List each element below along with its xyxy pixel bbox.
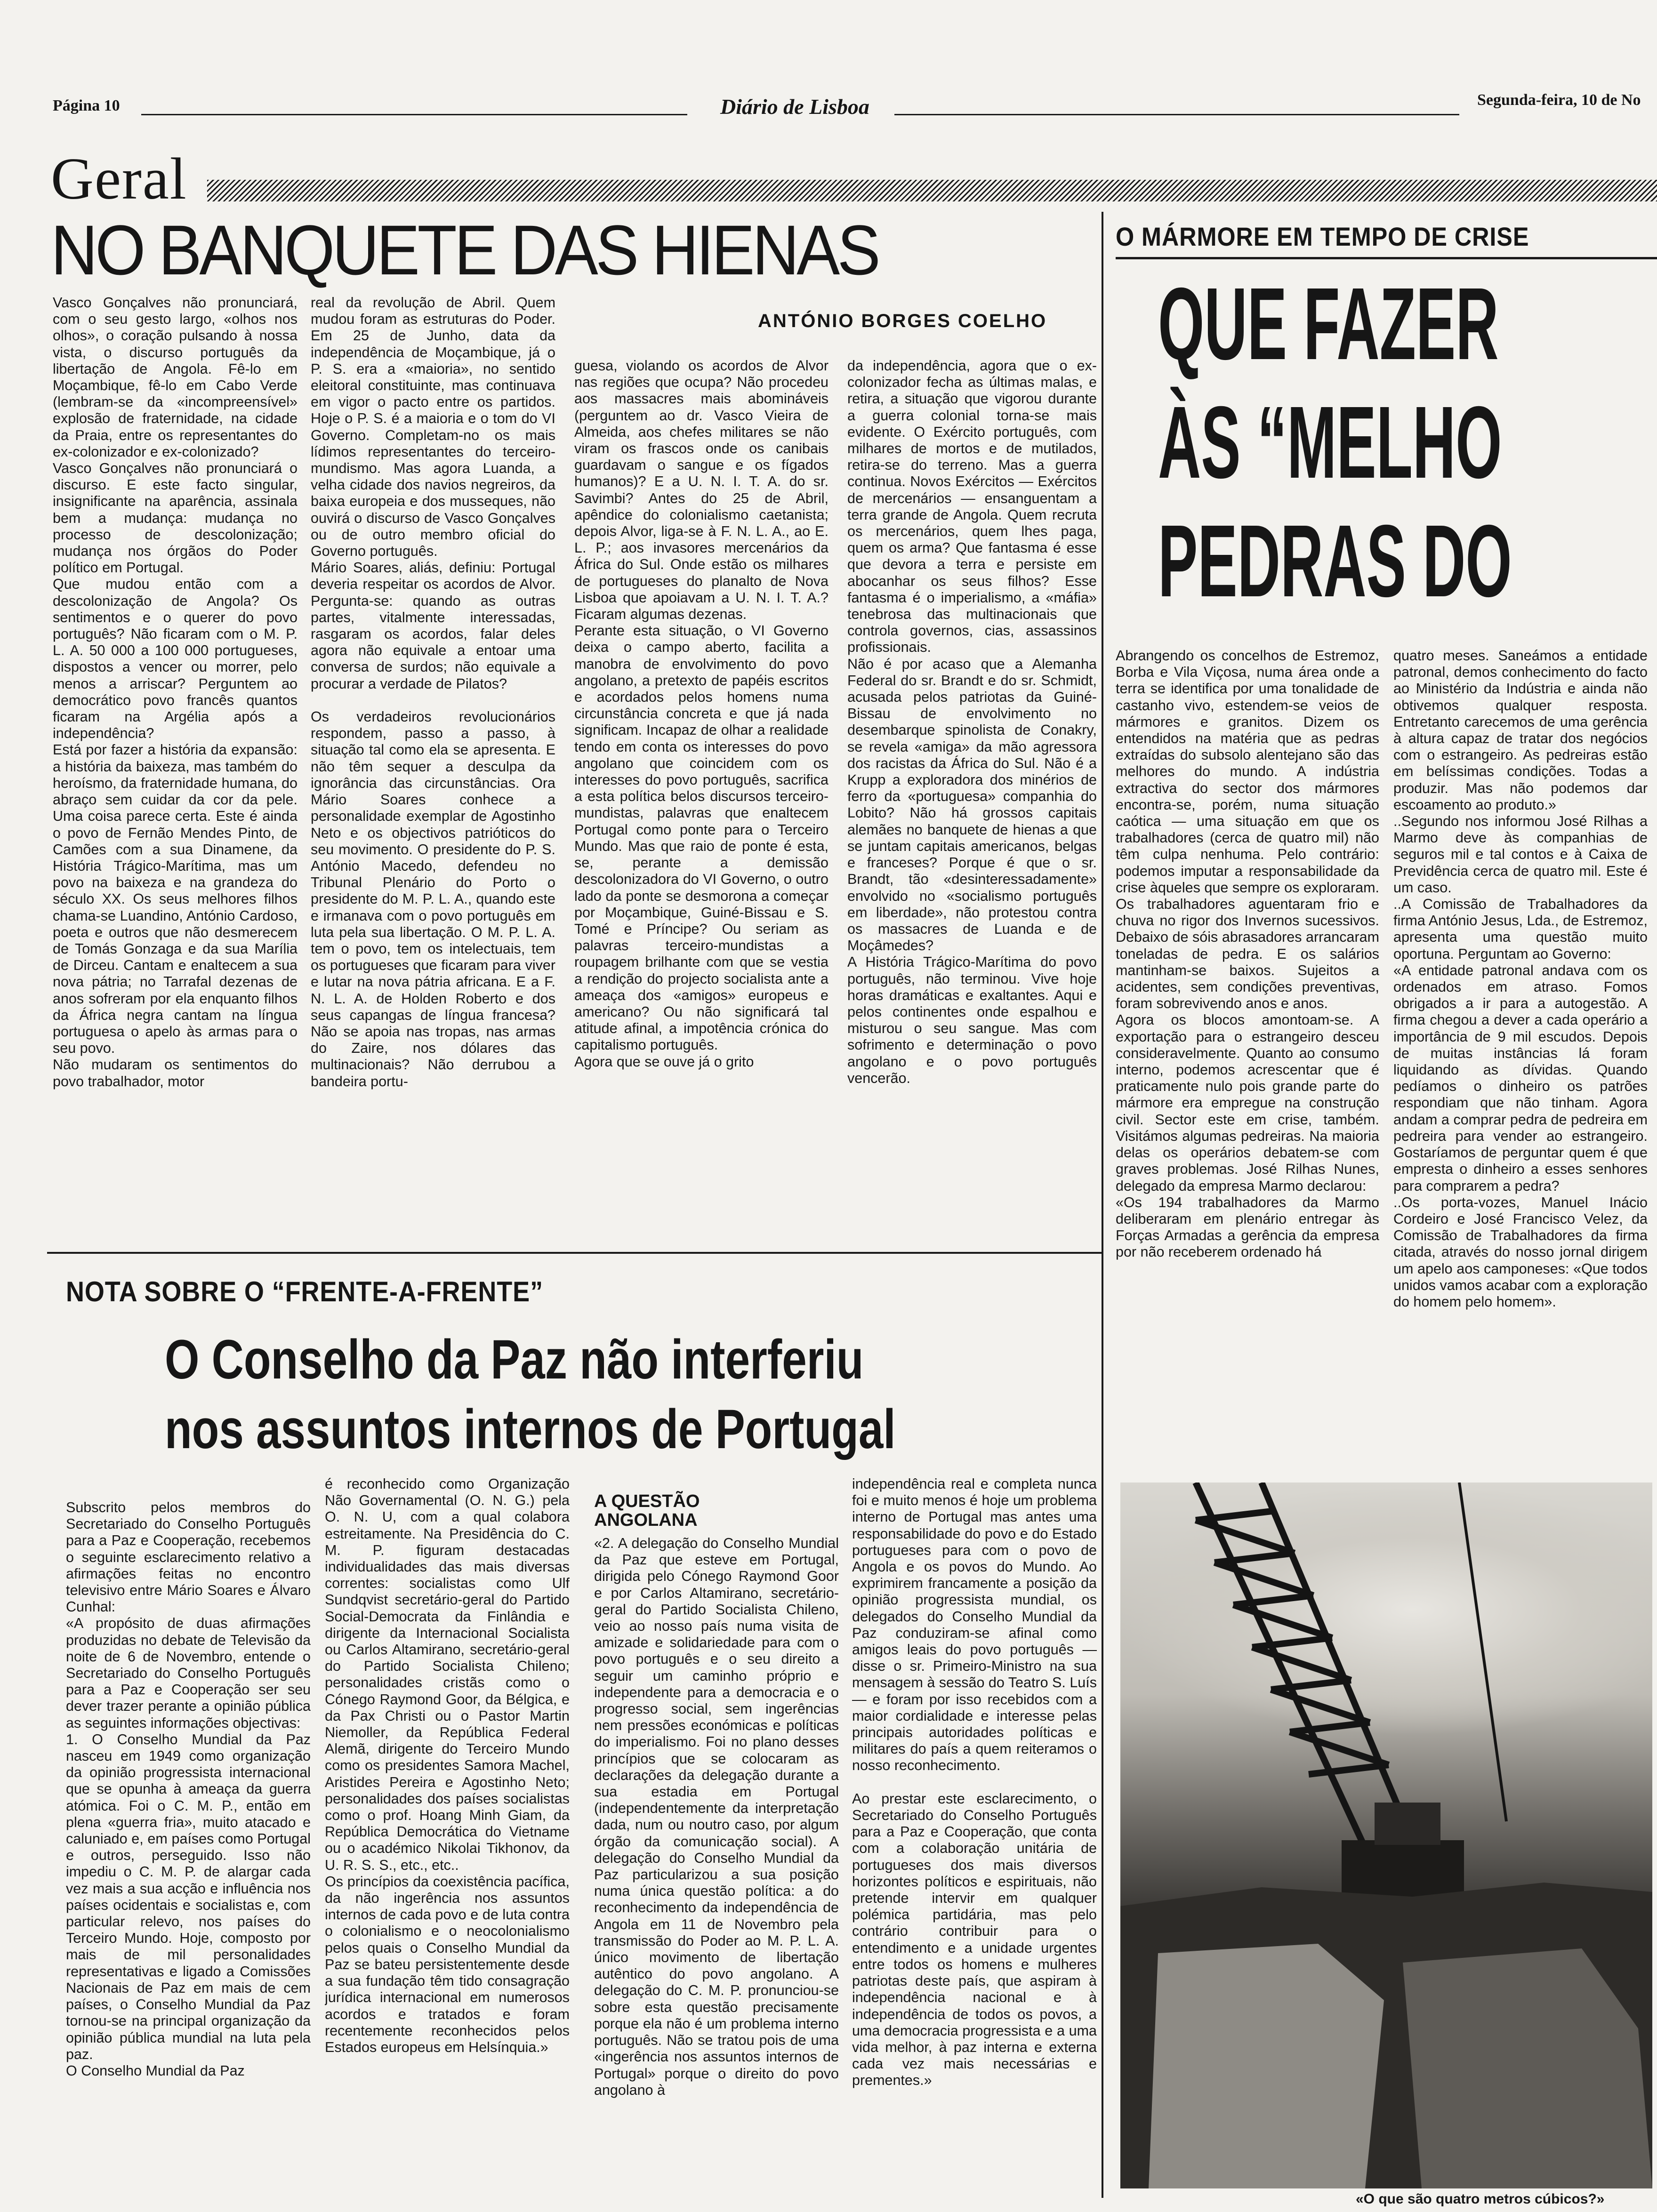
article3-subhead: A QUESTÃO ANGOLANA bbox=[594, 1491, 700, 1530]
article2-column-2: quatro meses. Saneámos a entidade patronal, demos conhecimento do facto ao Ministério da Indústria e ainda não obtivemos qualquer resposta. Entretanto carecemos de uma gerência à altura capaz de tratar dos negócios com o estrangeiro. As pedreiras estão em belíssimas condições. Todas a produzir. Mas não podemos dar escoamento ao produto.» ..Segundo nos informou José Rilhas a Marmo deve às companhias de seguros mil e tal contos e à Caixa de Previdência cerca de quatro mil. Este é um caso. ..A Comissão de Trabalhadores da firma António Jesus, Lda., de Estremoz, apresenta uma questão muito oportuna. Perguntam ao Governo: «A entidade patronal andava com os ordenados em atraso. Fomos obrigados a ir para a autogestão. A firma chegou a dever a cada operário a importância de 9 mil escudos. Depois de muitas instâncias lá foram liquidando as dívidas. Quando pedíamos o dinheiro os patrões respondiam que não tinham. Agora andam a comprar pedra de pedreira em pedreira para vender ao estrangeiro. Gostaríamos de perguntar quem é que empresta o dinheiro a esses senhores para comprarem a pedra? ..Os porta-vozes, Manuel Inácio Cordeiro e José Francisco Velez, da Comissão de Trabalhadores da firma citada, através do nosso jornal dirigem um apelo aos camponeses: «Que todos unidos vamos acabar com a exploração do homem pelo homem». bbox=[1393, 648, 1648, 1310]
masthead-rule-left bbox=[141, 114, 687, 115]
article3-column-3: «2. A delegação do Conselho Mundial da Paz que esteve em Portugal, dirigida pelo Cónego Raymond Goor e por Carlos Altamirano, secretário-geral do Partido Socialista Chileno, veio ao nosso país numa visita de amizade e solidariedade para com o povo português e o seu direito a seguir um caminho próprio e independente para a democracia e o progresso social, sem ingerências nem pressões económicas e políticas do imperialismo. Foi no plano desses princípios que se colocaram as declarações da delegação durante a sua estadia em Portugal (independentemente da interpretação dada, num ou noutro caso, por algum órgão da comunicação social). A delegação do Conselho Mundial da Paz particularizou a sua posição numa única questão política: a do reconhecimento da independência de Angola em 11 de Novembro pela transmissão do Poder ao M. P. L. A. único movimento de libertação autêntico do povo angolano. A delegação do C. M. P. pronunciou-se sobre esta questão precisamente porque ela não é um problema interno português. Não se tratou pois de uma «ingerência nos assuntos internos de Portugal» porque o direito do povo angolano à bbox=[594, 1535, 839, 2098]
article3-headline-line-2: nos assuntos internos de Portugal bbox=[165, 1398, 896, 1460]
section-label: Geral bbox=[51, 146, 187, 212]
crane-illustration-icon bbox=[1120, 1483, 1652, 2188]
article2-headline-line-3: PEDRAS DO bbox=[1158, 504, 1512, 618]
article3-column-4: independência real e completa nunca foi e muito menos é hoje um problema interno de Portugal mas antes uma responsabilidade do povo e do Estado portugueses para com o povo de Angola e os povos do Mundo. Ao exprimirem francamente a posição da opinião progressista mundial, os delegados do Conselho Mundial da Paz conduziram-se afinal como amigos leais do povo português — disse o sr. Primeiro-Ministro na sua mensagem à sessão do Teatro S. Luís — e foram por isso recebidos com a maior cordialidade e interesse pelas principais autoridades políticas e militares do país a quem reiteramos o nosso reconhecimento. Ao prestar este esclarecimento, o Secretariado do Conselho Português para a Paz e Cooperação, que conta com a colaboração unitária de portugueses dos mais diversos horizontes políticos e espirituais, não pretende intervir em qualquer polémica partidária, mas pelo contrário contribuir para o entendimento e a unidade urgentes entre todos os homens e mulheres patriotas deste país, que aspiram à independência nacional e à independência de todos os povos, a uma democracia progressista e a uma vida melhor, à paz interna e externa cada vez mais necessárias e prementes.» bbox=[852, 1476, 1097, 2089]
article3-headline-line-1: O Conselho da Paz não interferiu bbox=[165, 1329, 864, 1391]
newspaper-name: Diário de Lisboa bbox=[720, 95, 869, 119]
article3-top-rule bbox=[47, 1252, 1102, 1254]
section-hatch-rule bbox=[207, 180, 1657, 201]
page-number: Página 10 bbox=[53, 97, 120, 114]
article1-column-2: real da revolução de Abril. Quem mudou foram as estruturas do Poder. Em 25 de Junho, data da independência de Moçambique, já o P. S. era a «maioria», no sentido eleitoral constituinte, mas continuava em vigor o pacto entre os partidos. Hoje o P. S. é a maioria e o tom do VI Governo. Completam-no os mais lídimos representantes do terceiro-mundismo. Mas agora Luanda, a velha cidade dos navios negreiros, da baixa europeia e dos musseques, não ouvirá o discurso de Vasco Gonçalves ou de outro membro oficial do Governo português. Mário Soares, aliás, definiu: Portugal deveria respeitar os acordos de Alvor. Pergunta-se: quando as outras partes, vitalmente interessadas, rasgaram os acordos, falar deles agora não equivale a entoar uma conversa de surdos; não equivale a procurar a verdade de Pilatos? Os verdadeiros revolucionários respondem, passo a passo, à situação tal como ela se apresenta. E não têm sequer a desculpa da ignorância das circunstâncias. Ora Mário Soares conhece a personalidade exemplar de Agostinho Neto e os objectivos patrióticos do seu movimento. O presidente do P. S. António Macedo, defendeu no Tribunal Plenário do Porto o presidente do M. P. L. A., quando este e irmanava com o povo português em luta pela sua libertação. O M. P. L. A. tem o povo, tem os intelectuais, tem os portugueses que ficaram para viver e lutar na nova pátria africana. E a F. N. L. A. de Holden Roberto e dos seus capangas de língua francesa? Não se apoia nas tropas, nas armas do Zaire, nos dólares das multinacionais? Não derrubou a bandeira portu- bbox=[311, 295, 555, 1090]
article3-column-2: é reconhecido como Organização Não Governamental (O. N. G.) pela O. N. U, com a qual colabora estreitamente. Na Presidência do C. M. P. figuram destacadas individualidades das mais diversas correntes: socialistas como Ulf Sundqvist secretário-geral do Partido Social-Democrata da Finlândia e dirigente da Internacional Socialista ou Carlos Altamirano, secretário-geral do Partido Socialista Chileno; personalidades cristãs como o Cónego Raymond Goor, da Bélgica, e da Pax Christi ou o Pastor Martin Niemoller, da República Federal Alemã, dirigente do Terceiro Mundo como os presidentes Samora Machel, Aristides Pereira e Agostinho Neto; personalidades dos países socialistas como o prof. Hoang Minh Giam, da República Democrática do Vietname ou o académico Nikolai Tikhonov, da U. R. S. S., etc., etc.. Os princípios da coexistência pacífica, da não ingerência nos assuntos internos de cada povo e de luta contra o colonialismo e o neocolonialismo pelos quais o Conselho Mundial da Paz se bateu persistentemente desde a sua fundação têm tido consagração jurídica internacional em numerosos acordos e tratados e foram recentemente reconhecidos pelos Estados europeus em Helsínquia.» bbox=[325, 1476, 570, 2055]
article1-column-4: da independência, agora que o ex-colonizador fecha as últimas malas, e retira, a situação que vigorou durante a guerra colonial torna-se mais evidente. O Exército português, com milhares de mortos e de mutilados, retira-se do terreno. Mas a guerra continua. Novos Exércitos — Exércitos de mercenários — ensanguentam a terra grande de Angola. Quem recruta os mercenários, quem lhes paga, quem os arma? Que fantasma é esse que devora a terra e persiste em abocanhar os seus filhos? Esse fantasma é o imperialismo, a «máfia» tenebrosa das multinacionais que controla governos, cias, assassinos profissionais. Não é por acaso que a Alemanha Federal do sr. Brandt e do sr. Schmidt, acusada pelos patriotas da Guiné-Bissau de envolvimento no desembarque spinolista de Conakry, se revela «amiga» da mão agressora dos racistas da África do Sul. Não é a Krupp a exploradora dos minérios de ferro da «portuguesa» companhia do Lobito? Não há grossos capitais alemães no banquete de hienas a que se juntam capitais americanos, belgas e franceses? Porque é que o sr. Brandt, tão «desinteressadamente» envolvido no «socialismo português em liberdade», não protestou contra os massacres de Luanda e de Moçâmedes? A História Trágico-Marítima do povo português, não terminou. Vive hoje horas dramáticas e exaltantes. Aqui e pelos continentes onde espalhou e misturou o seu sangue. Mas com sofrimento e determinação o povo angolano e o povo português vencerão. bbox=[847, 358, 1097, 1086]
article3-column-1: Subscrito pelos membros do Secretariado do Conselho Português para a Paz e Cooperação, recebemos o seguinte esclarecimento relativo a afirmações feitas no encontro televisivo entre Mário Soares e Álvaro Cunhal: «A propósito de duas afirmações produzidas no debate de Televisão da noite de 6 de Novembro, entende o Secretariado do Conselho Português para a Paz e Cooperação ser seu dever trazer perante a opinião pública as seguintes informações objectivas: 1. O Conselho Mundial da Paz nasceu em 1949 como organização da opinião progressista internacional que se opunha à ameaça da guerra atómica. Foi o C. M. P., então em plena «guerra fria», muito atacado e caluniado e, em países como Portugal e outros, perseguido. Isso não impediu o C. M. P. de alargar cada vez mais a sua acção e influência nos países ocidentais e socialistas e, com particular relevo, nos países do Terceiro Mundo. Hoje, composto por mais de mil personalidades representativas e ligado a Comissões Nacionais de Paz em mais de cem países, o Conselho Mundial da Paz tornou-se na principal organização da opinião pública mundial na luta pela paz. O Conselho Mundial da Paz bbox=[66, 1499, 311, 2079]
article2-headline-line-2: ÀS “MELHO bbox=[1158, 385, 1502, 500]
masthead-rule-right bbox=[894, 114, 1459, 115]
article3-kicker: NOTA SOBRE O “FRENTE-A-FRENTE” bbox=[66, 1276, 543, 1307]
article1-byline: ANTÓNIO BORGES COELHO bbox=[758, 311, 1047, 331]
article2-column-1: Abrangendo os concelhos de Estremoz, Borba e Vila Viçosa, numa área onde a terra se identifica por uma tonalidade de castanho vivo, estendem-se veios de mármores e granitos. Dizem os entendidos na matéria que as pedras extraídas do subsolo alentejano são das melhores do mundo. A indústria extractiva do sector dos mármores encontra-se, porém, numa situação caótica — uma situação em que os trabalhadores (cerca de quatro mil) não têm culpa nenhuma. Pelo contrário: podemos imputar a responsabilidade da crise àqueles que sempre os exploraram. Os trabalhadores aguentaram frio e chuva no rigor dos Invernos sucessivos. Debaixo de sóis abrasadores arrancaram toneladas de pedra. E os salários mantinham-se baixos. Sujeitos a acidentes, sem condições preventivas, foram sobrevivendo anos e anos. Agora os blocos amontoam-se. A exportação para o estrangeiro desceu consideravelmente. Quanto ao consumo interno, podemos acrescentar que é praticamente nulo pois grande parte do mármore era empregue na construção civil. Sector este em crise, também. Visitámos algumas pedreiras. Na maioria delas os operários debatem-se com graves problemas. José Rilhas Nunes, delegado da empresa Marmo declarou: «Os 194 trabalhadores da Marmo deliberaram em plenário entregar às Forças Armadas a gerência da empresa por não receberem ordenado há bbox=[1116, 648, 1379, 1260]
photo-caption: «O que são quatro metros cúbicos?» bbox=[1356, 2191, 1605, 2207]
article2-headline-line-1: QUE FAZER bbox=[1158, 267, 1499, 381]
article1-column-3: guesa, violando os acordos de Alvor nas regiões que ocupa? Não procedeu aos massacres mais abomináveis (perguntem ao dr. Vasco Vieira de Almeida, aos chefes militares se não viram os frascos onde os canibais guardavam o sangue e os fígados humanos)? E a U. N. I. T. A. do sr. Savimbi? Antes do 25 de Abril, apêndice do colonialismo caetanista; depois Alvor, liga-se à F. N. L. A., ao E. L. P.; aos invasores mercenários da África do Sul. Onde estão os milhares de portugueses do planalto de Nova Lisboa que apoiavam a U. N. I. T. A.? Ficaram algumas dezenas. Perante esta situação, o VI Governo deixa o campo aberto, facilita a manobra de envolvimento do povo angolano, a pretexto de papéis escritos e acordados pelos homens numa circunstância concreta e que já nada significam. Incapaz de olhar a realidade tendo em conta os interesses do povo angolano que coincidem com os interesses do povo português, sacrifica a esta política belos discursos terceiro-mundistas, palavras que enaltecem Portugal como ponte para o Terceiro Mundo. Mas que raio de ponte é esta, se, perante a demissão descolonizadora do VI Governo, o outro lado da ponte se desmorona a começar por Moçambique, Guiné-Bissau e S. Tomé e Príncipe? Ou seriam as palavras terceiro-mundistas a roupagem brilhante com que se vestia a rendição do projecto socialista ante a ameaça dos «amigos» europeus e americano? Ou não significará tal atitude afinal, a impotência crónica do capitalismo português. Agora que se ouve já o grito bbox=[574, 358, 828, 1070]
article1-column-1: Vasco Gonçalves não pronunciará, com o seu gesto largo, «olhos nos olhos», o coração pulsando à nossa vista, o discurso português da libertação de Angola. Fê-lo em Moçambique, fê-lo em Cabo Verde (lembram-se da «incompreensível» explosão de fraternidade, na cidade da Praia, entre os representantes do ex-colonizador e ex-colonizado? Vasco Gonçalves não pronunciará o discurso. E este facto singular, insignificante na aparência, assinala bem a mudança: mudança no processo de descolonização; mudança nos órgãos do Poder político em Portugal. Que mudou então com a descolonização de Angola? Os sentimentos e o querer do povo português? Não ficaram com o M. P. L. A. 50 000 a 100 000 portugueses, dispostos a vencer ou morrer, pelo menos a arriscar? Perguntem ao democrático povo francês quantos ficaram na Argélia após a independência? Está por fazer a história da expansão: a história da baixeza, mas também do heroísmo, da fraternidade humana, do abraço sem cuidar da cor da pele. Uma coisa parece certa. Este é ainda o povo de Fernão Mendes Pinto, de Camões com a sua Dinamene, da História Trágico-Marítima, mas um povo na baixeza e na grandeza do século XX. Os seus melhores filhos chama-se Luandino, António Cardoso, poeta e outros que não desmerecem de Tomás Gonzaga e da sua Marília de Dirceu. Cantam e enaltecem a sua nova pátria; no Tarrafal dezenas de anos sofreram por ela enquanto filhos da África negra cantam na língua portuguesa o apelo às armas para o seu povo. Não mudaram os sentimentos do povo trabalhador, motor bbox=[53, 295, 298, 1090]
article2-kicker: O MÁRMORE EM TEMPO DE CRISE bbox=[1116, 222, 1529, 251]
article2-kicker-rule bbox=[1116, 257, 1657, 259]
column-divider bbox=[1102, 212, 1103, 2198]
issue-date: Segunda-feira, 10 de No bbox=[1477, 91, 1641, 109]
article1-headline: NO BANQUETE DAS HIENAS bbox=[51, 210, 878, 289]
quarry-photo bbox=[1120, 1483, 1652, 2188]
